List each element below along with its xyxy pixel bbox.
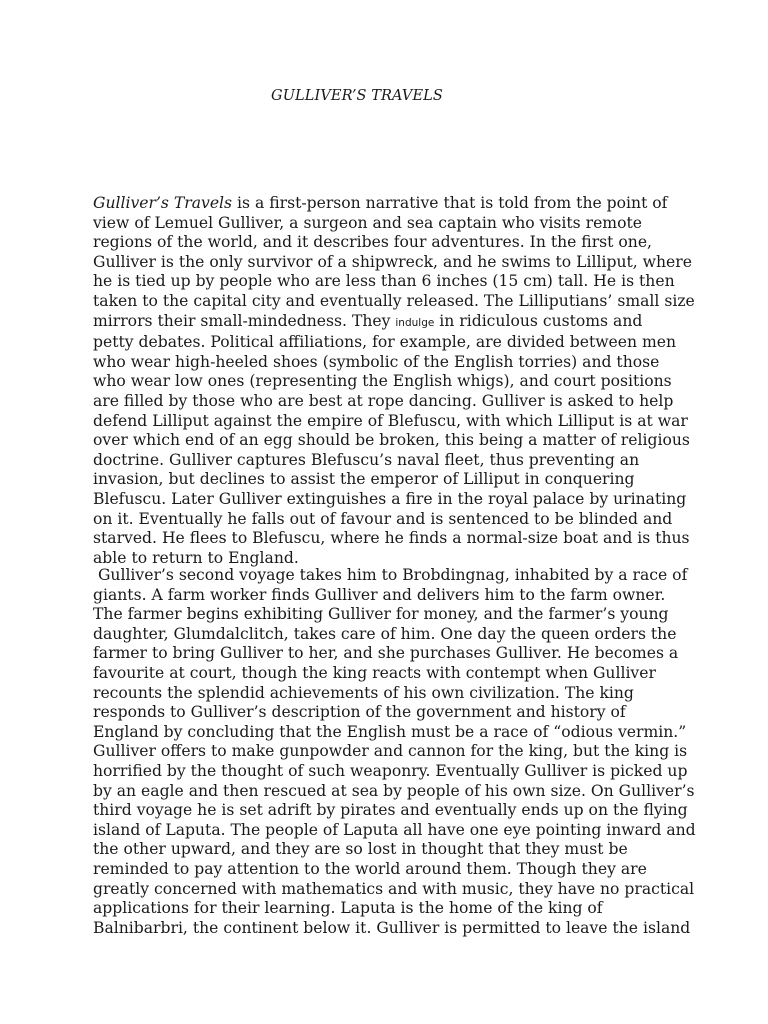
- paragraph-1-line: Blefuscu. Later Gulliver extinguishes a fire in the royal palace by urinating: [93, 489, 687, 508]
- paragraph-2-line: by an eagle and then rescued at sea by people of his own size. On Gulliver’s: [93, 781, 695, 800]
- paragraph-2-line: The farmer begins exhibiting Gulliver for money, and the farmer’s young: [93, 605, 669, 624]
- paragraph-1-line: defend Lilliput against the empire of Blefuscu, with which Lilliput is at war: [93, 411, 688, 430]
- document-title: GULLIVER’S TRAVELS: [271, 88, 443, 104]
- paragraph-2-line: island of Laputa. The people of Laputa all have one eye pointing inward and: [93, 820, 696, 839]
- paragraph-2: [93, 566, 696, 938]
- paragraph-1: [93, 194, 695, 568]
- paragraph-2-line: Gulliver offers to make gunpowder and cannon for the king, but the king is: [93, 742, 688, 761]
- paragraph-1-line: view of Lemuel Gulliver, a surgeon and sea captain who visits remote: [93, 213, 642, 232]
- paragraph-2-line: applications for their learning. Laputa is the home of the king of: [93, 899, 603, 918]
- book-title-italic: Gulliver’s Travels: [93, 194, 233, 212]
- paragraph-1-line: he is tied up by people who are less than 6 inches (15 cm) tall. He is then: [93, 272, 675, 291]
- paragraph-2-line: daughter, Glumdalclitch, takes care of him. One day the queen orders the: [93, 624, 677, 643]
- paragraph-1-line: [93, 312, 681, 334]
- paragraph-1-line: who wear high-heeled shoes (symbolic of the English torries) and those: [93, 352, 660, 371]
- line-text: is a first-person narrative that is told from the point of: [232, 194, 668, 212]
- paragraph-2-line: reminded to pay attention to the world around them. Though they are: [93, 859, 647, 878]
- paragraph-2-line: recounts the splendid achievements of his own civilization. The king: [93, 683, 634, 702]
- paragraph-1-line: doctrine. Gulliver captures Blefuscu’s naval fleet, thus preventing an: [93, 450, 640, 469]
- paragraph-1-line: who wear low ones (representing the English whigs), and court positions: [93, 372, 672, 391]
- paragraph-1-line: are filled by those who are best at rope dancing. Gulliver is asked to help: [93, 391, 674, 410]
- paragraph-2-line: responds to Gulliver’s description of the government and history of: [93, 703, 626, 722]
- paragraph-2-line: favourite at court, though the king reacts with contempt when Gulliver: [93, 663, 656, 682]
- paragraph-2-line: farmer to bring Gulliver to her, and she purchases Gulliver. He becomes a: [93, 644, 679, 663]
- paragraph-1-line: starved. He flees to Blefuscu, where he finds a normal-size boat and is thus: [93, 529, 690, 548]
- paragraph-1-line: [93, 194, 681, 214]
- paragraph-1-line: invasion, but declines to assist the emperor of Lilliput in conquering: [93, 470, 635, 489]
- paragraph-1-line: able to return to England.: [93, 548, 299, 567]
- paragraph-2-line: England by concluding that the English must be a race of “odious vermin.”: [93, 722, 687, 741]
- line-text: in ridiculous customs and: [434, 311, 643, 330]
- paragraph-2-line: third voyage he is set adrift by pirates and eventually ends up on the flying: [93, 801, 688, 820]
- small-font-word: indulge: [395, 316, 435, 329]
- paragraph-1-line: taken to the capital city and eventually released. The Lilliputians’ small size: [93, 291, 695, 310]
- paragraph-1-line: over which end of an egg should be broken, this being a matter of religious: [93, 431, 690, 450]
- paragraph-1-line: regions of the world, and it describes four adventures. In the first one,: [93, 233, 653, 252]
- paragraph-2-line: Gulliver’s second voyage takes him to Brobdingnag, inhabited by a race of: [93, 566, 688, 584]
- paragraph-1-line: Gulliver is the only survivor of a shipwreck, and he swims to Lilliput, where: [93, 252, 692, 271]
- paragraph-1-line: petty debates. Political affiliations, for example, are divided between men: [93, 333, 677, 352]
- paragraph-2-line: Balnibarbri, the continent below it. Gulliver is permitted to leave the island: [93, 918, 691, 937]
- line-text: mirrors their small-mindedness. They: [93, 311, 396, 330]
- paragraph-2-line: the other upward, and they are so lost in thought that they must be: [93, 840, 628, 859]
- paragraph-2-line: giants. A farm worker finds Gulliver and delivers him to the farm owner.: [93, 585, 666, 604]
- paragraph-2-line: greatly concerned with mathematics and with music, they have no practical: [93, 879, 695, 898]
- paragraph-1-line: on it. Eventually he falls out of favour and is sentenced to be blinded and: [93, 509, 673, 528]
- paragraph-2-line: horrified by the thought of such weaponry. Eventually Gulliver is picked up: [93, 761, 688, 780]
